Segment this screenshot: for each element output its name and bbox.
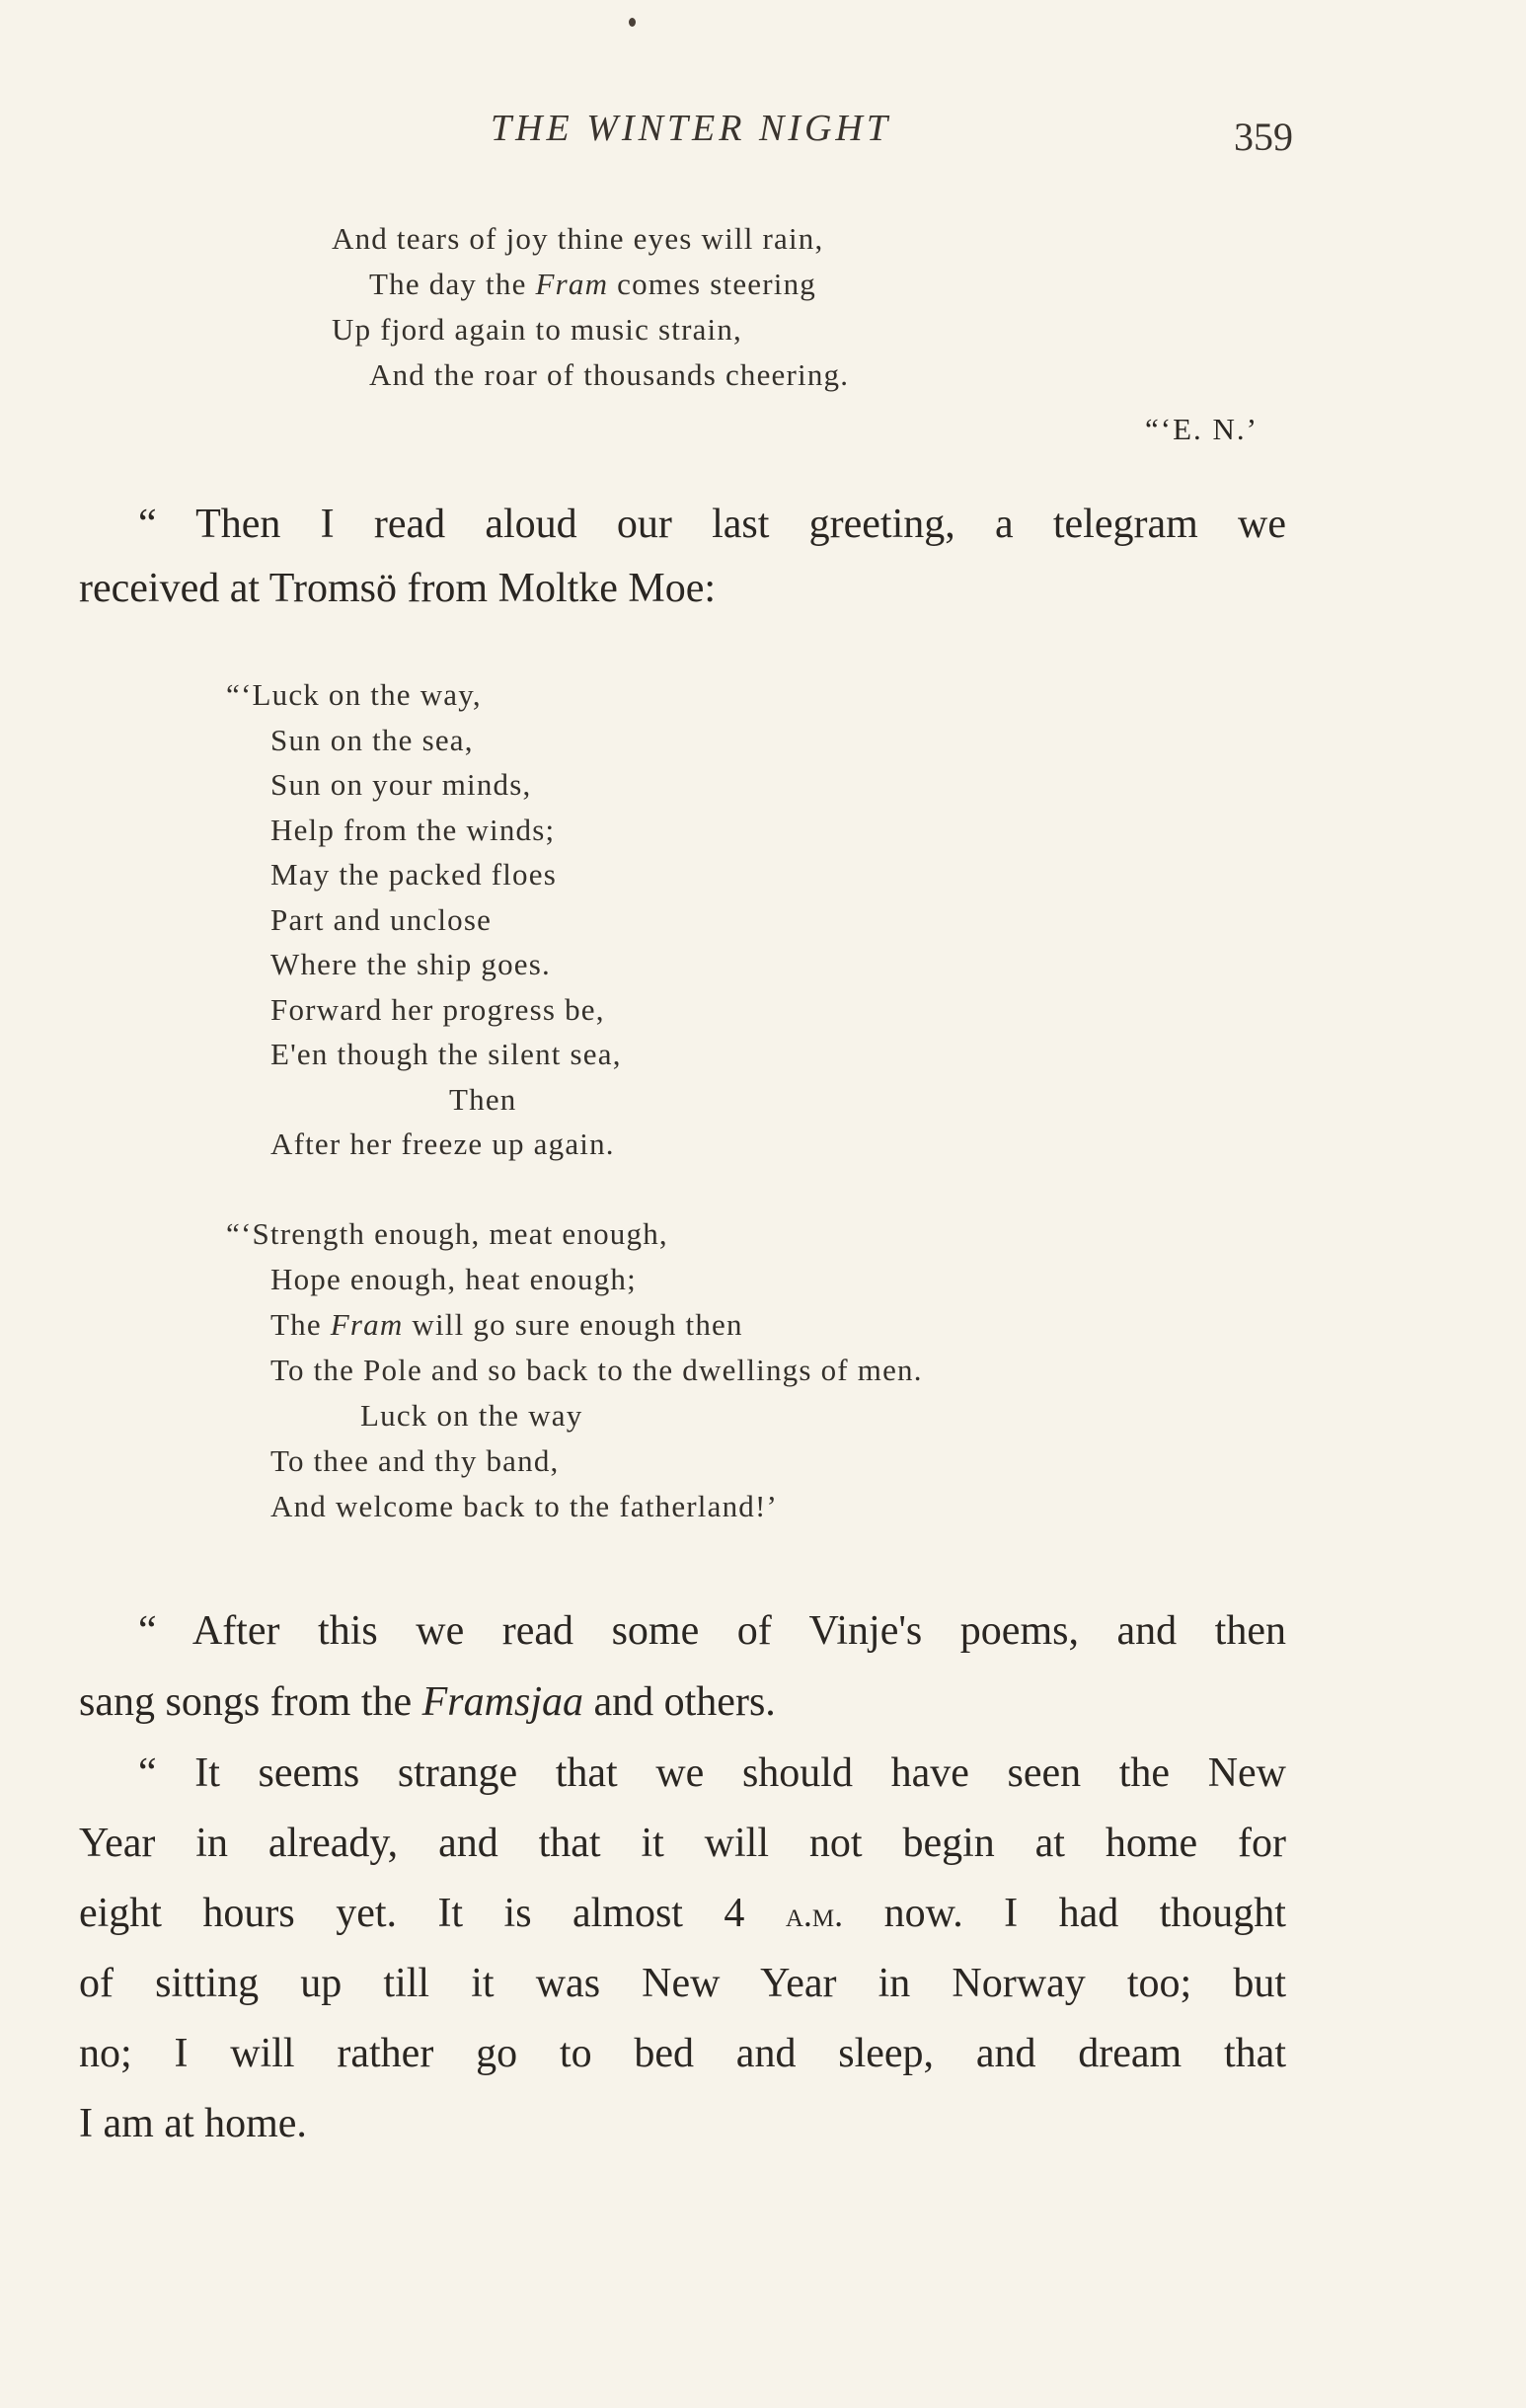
ink-speck (629, 18, 636, 27)
verse-line: Hope enough, heat enough; (270, 1262, 637, 1296)
verse-line: To thee and thy band, (270, 1443, 560, 1478)
verse-line: And tears of joy thine eyes will rain, (332, 221, 824, 256)
running-title: THE WINTER NIGHT (490, 108, 892, 149)
verse-line: Forward her progress be, (270, 992, 605, 1027)
text-line: received at Tromsö from Moltke Moe: (79, 566, 717, 611)
verse-line: May the packed floes (270, 857, 557, 892)
verse-line: “‘Luck on the way, (226, 677, 482, 712)
ship-name: Fram (535, 267, 609, 301)
verse-line: E'en though the silent sea, (270, 1037, 622, 1071)
ship-name: Fram (330, 1307, 404, 1342)
verse-line: Help from the winds; (270, 813, 556, 847)
text-line: “ It seems strange that we should have seen the New (138, 1750, 1286, 1796)
verse-line: The Fram will go sure enough then (270, 1307, 743, 1342)
verse-line: “‘Strength enough, meat enough, (226, 1216, 668, 1251)
verse-line: And welcome back to the fatherland!’ (270, 1489, 779, 1523)
verse-line: Part and unclose (270, 902, 493, 937)
verse-line: Sun on your minds, (270, 767, 532, 802)
text-line: sang songs from the Framsjaa and others. (79, 1679, 776, 1725)
book-title: Framsjaa (421, 1679, 583, 1725)
verse-line: To the Pole and so back to the dwellings of men. (270, 1353, 923, 1387)
verse-line: And the roar of thousands cheering. (369, 357, 850, 392)
signature: “‘E. N.’ (1145, 412, 1259, 446)
verse-line: Sun on the sea, (270, 723, 474, 757)
text-line: “ Then I read aloud our last greeting, a telegram we (138, 502, 1286, 547)
text-line: of sitting up till it was New Year in Norway too; but (79, 1961, 1286, 2006)
verse-line: After her freeze up again. (270, 1126, 615, 1161)
page-number: 359 (1234, 115, 1293, 159)
verse-line: The day the Fram comes steering (369, 267, 816, 301)
text-line: Year in already, and that it will not begin at home for (79, 1821, 1286, 1866)
verse-line: Up fjord again to music strain, (332, 312, 743, 347)
verse-line: Then (449, 1082, 517, 1117)
text-line: eight hours yet. It is almost 4 a.m. now. I had thought (79, 1891, 1286, 1936)
verse-line: Where the ship goes. (270, 947, 551, 981)
text-line: “ After this we read some of Vinje's poems, and then (138, 1608, 1286, 1654)
text-line: I am at home. (79, 2101, 307, 2146)
text-line: no; I will rather go to bed and sleep, and dream that (79, 2031, 1286, 2076)
verse-line: Luck on the way (360, 1398, 583, 1433)
